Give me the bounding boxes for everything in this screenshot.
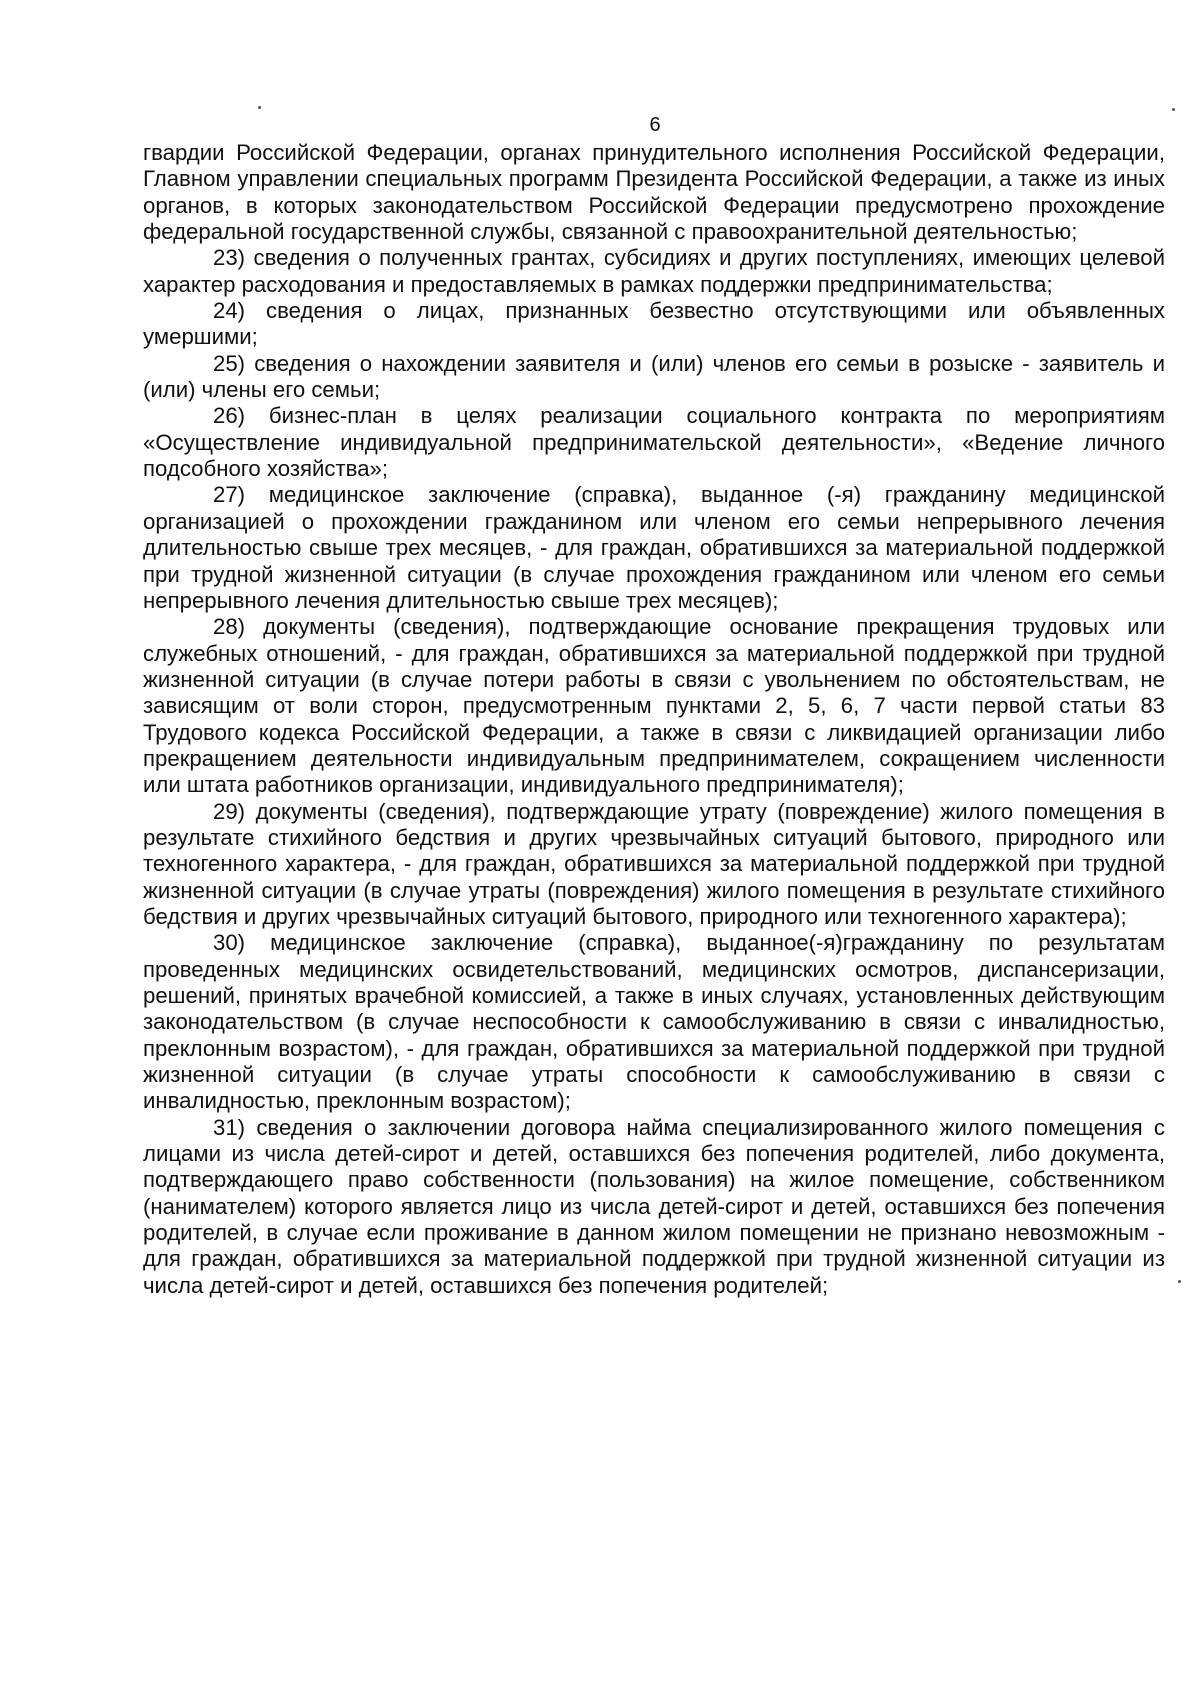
scan-speck <box>1178 1280 1181 1283</box>
document-body <box>143 140 1165 1299</box>
paragraph-22-continuation: гвардии Российской Федерации, органах принудительного исполнения Российской Федерации, Главном управлении специальных программ Президента Российской Федерации, а также из иных органов, в которых законодательством Российской Федерации предусмотрено прохождение федеральной государственной службы, связанной с правоохранительной деятельностью; <box>143 140 1165 245</box>
paragraph-29: 29) документы (сведения), подтверждающие утрату (повреждение) жилого помещения в результате стихийного бедствия и других чрезвычайных ситуаций бытового, природного или техногенного характера, - для граждан, обратившихся за материальной поддержкой при трудной жизненной ситуации (в случае утраты (повреждения) жилого помещения в результате стихийного бедствия и других чрезвычайных ситуаций бытового, природного или техногенного характера); <box>143 798 1165 929</box>
page-number: 6 <box>649 114 661 136</box>
paragraph-30: 30) медицинское заключение (справка), выданное(-я)гражданину по результатам проведенных медицинских освидетельствований, медицинских осмотров, диспансеризации, решений, принятых врачебной комиссией, а также в иных случаях, установленных действующим законодательством (в случае неспособности к самообслуживанию в связи с инвалидностью, преклонным возрастом), - для граждан, обратившихся за материальной поддержкой при трудной жизненной ситуации (в случае утраты способности к самообслуживанию в связи с инвалидностью, преклонным возрастом); <box>143 930 1165 1114</box>
scan-speck <box>258 106 261 109</box>
scan-speck <box>1172 108 1175 111</box>
paragraph-28: 28) документы (сведения), подтверждающие основание прекращения трудовых или служебных отношений, - для граждан, обратившихся за материальной поддержкой при трудной жизненной ситуации (в случае потери работы в связи с увольнением по обстоятельствам, не зависящим от воли сторон, предусмотренным пунктами 2, 5, 6, 7 части первой статьи 83 Трудового кодекса Российской Федерации, а также в связи с ликвидацией организации либо прекращением деятельности индивидуальным предпринимателем, сокращением численности или штата работников организации, индивидуального предпринимателя); <box>143 614 1165 798</box>
paragraph-26: 26) бизнес-план в целях реализации социального контракта по мероприятиям «Осуществление индивидуальной предпринимательской деятельности», «Ведение личного подсобного хозяйства»; <box>143 403 1165 482</box>
paragraph-24: 24) сведения о лицах, признанных безвестно отсутствующими или объявленных умершими; <box>143 298 1165 350</box>
paragraph-25: 25) сведения о нахождении заявителя и (или) членов его семьи в розыске - заявитель и (или) члены его семьи; <box>143 350 1165 403</box>
paragraph-27: 27) медицинское заключение (справка), выданное (-я) гражданину медицинской организацией о прохождении гражданином или членом его семьи непрерывного лечения длительностью свыше трех месяцев, - для граждан, обратившихся за материальной поддержкой при трудной жизненной ситуации (в случае прохождения гражданином или членом его семьи непрерывного лечения длительностью свыше трех месяцев); <box>143 482 1165 613</box>
paragraph-23: 23) сведения о полученных грантах, субсидиях и других поступлениях, имеющих целевой характер расходования и предоставляемых в рамках поддержки предпринимательства; <box>143 245 1165 297</box>
paragraph-31: 31) сведения о заключении договора найма специализированного жилого помещения с лицами из числа детей-сирот и детей, оставшихся без попечения родителей, либо документа, подтверждающего право собственности (пользования) на жилое помещение, собственником (нанимателем) которого является лицо из числа детей-сирот и детей, оставшихся без попечения родителей, в случае если проживание в данном жилом помещении не признано невозможным - для граждан, обратившихся за материальной поддержкой при трудной жизненной ситуации из числа детей-сирот и детей, оставшихся без попечения родителей; <box>143 1114 1165 1298</box>
